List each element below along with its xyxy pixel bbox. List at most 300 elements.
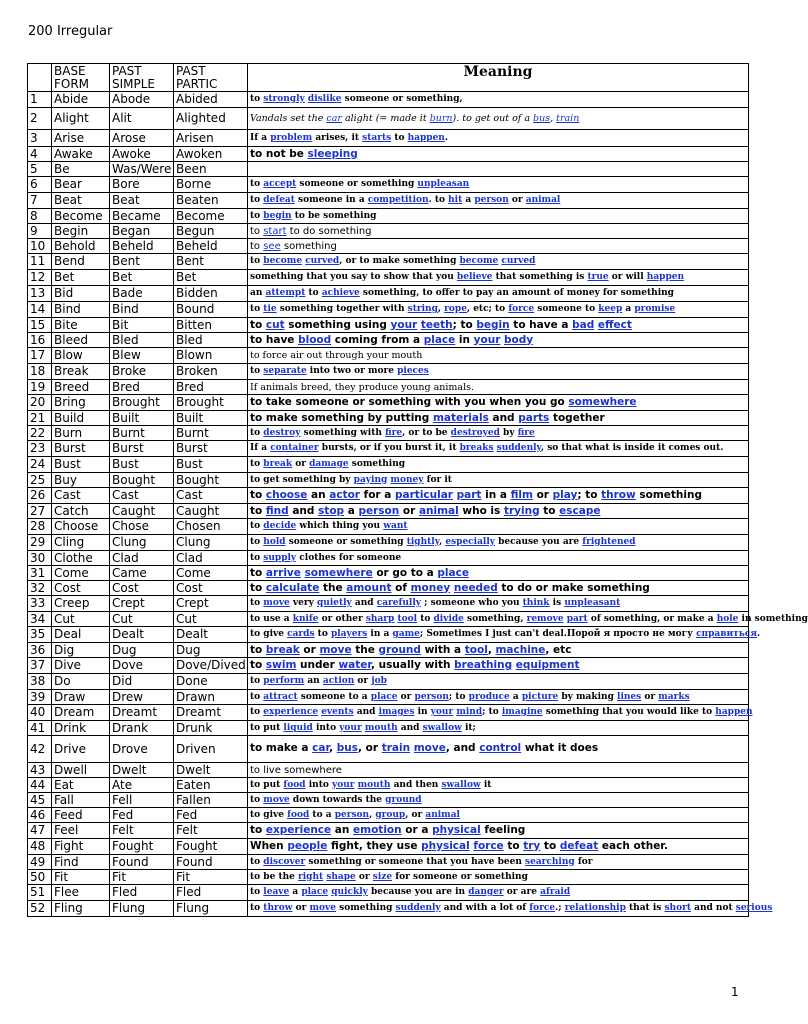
dictionary-link[interactable]: relationship	[564, 903, 626, 913]
dictionary-link[interactable]: supply	[263, 552, 297, 563]
past-simple: Burst	[110, 441, 174, 457]
past-simple: Was/Were	[110, 162, 174, 177]
dictionary-link[interactable]: throw	[601, 489, 636, 501]
table-row	[28, 674, 749, 690]
meaning-text: to	[250, 887, 264, 897]
dictionary-link[interactable]: become	[459, 256, 499, 266]
dictionary-link[interactable]: group	[375, 809, 406, 820]
meaning-text: or	[355, 871, 373, 882]
past-participle: Found	[174, 855, 248, 870]
dictionary-link[interactable]: string	[407, 304, 438, 314]
dictionary-link[interactable]: become	[263, 256, 303, 266]
meaning-cell	[248, 108, 749, 130]
past-participle: Fed	[174, 808, 248, 823]
dictionary-link[interactable]: your	[331, 779, 355, 790]
meaning-text: , so that what is inside it comes out.	[540, 443, 724, 453]
dictionary-link[interactable]: train	[381, 742, 411, 754]
dictionary-link[interactable]: person	[334, 809, 370, 820]
dictionary-link[interactable]: shape	[326, 871, 356, 882]
row-number: 42	[28, 736, 52, 763]
dictionary-link[interactable]: unpleasan	[417, 179, 470, 189]
dictionary-link[interactable]: break	[263, 459, 293, 469]
dictionary-link[interactable]: force	[473, 840, 504, 852]
base-form: Awake	[52, 147, 110, 162]
past-simple: Began	[110, 224, 174, 239]
dictionary-link[interactable]: burn	[429, 113, 453, 124]
dictionary-link[interactable]: parts	[518, 411, 550, 424]
dictionary-link[interactable]: bus	[336, 742, 358, 754]
dictionary-link[interactable]: teeth	[420, 318, 453, 331]
dictionary-link[interactable]: quickly	[331, 887, 368, 897]
table-row	[28, 870, 749, 885]
dictionary-link[interactable]: frightened	[582, 537, 636, 547]
dictionary-link[interactable]: problem	[270, 132, 313, 143]
dictionary-link[interactable]: mouth	[357, 779, 391, 790]
meaning-text: someone or something	[285, 537, 407, 547]
dictionary-link[interactable]: amount	[346, 581, 392, 594]
dictionary-link[interactable]: equipment	[515, 659, 580, 671]
dictionary-link[interactable]: unpleasant	[564, 598, 621, 608]
dictionary-link[interactable]: short	[664, 903, 691, 913]
dictionary-link[interactable]: effect	[597, 318, 632, 331]
dictionary-link[interactable]: size	[372, 871, 393, 882]
meaning-text: bursts, or if you burst it, it	[318, 443, 460, 453]
meaning-text: a	[289, 887, 302, 897]
meaning-cell	[248, 302, 749, 318]
meaning-text: it	[480, 779, 492, 790]
meaning-cell	[248, 535, 749, 551]
meaning-text: or	[292, 903, 310, 913]
dictionary-link[interactable]: choose	[265, 489, 308, 501]
table-row	[28, 411, 749, 426]
dictionary-link[interactable]: emotion	[353, 824, 402, 836]
dictionary-link[interactable]: damage	[309, 459, 349, 469]
row-number: 2	[28, 108, 52, 130]
dictionary-link[interactable]: right	[298, 871, 324, 882]
dictionary-link[interactable]: destroyed	[450, 427, 500, 438]
dictionary-link[interactable]: animal	[425, 809, 460, 820]
meaning-text: by making	[558, 691, 618, 702]
dictionary-link[interactable]: breaks	[459, 443, 494, 453]
table-row	[28, 839, 749, 855]
meaning-text: each other.	[598, 840, 668, 852]
dictionary-link[interactable]: stop	[318, 504, 345, 517]
past-participle: Drawn	[174, 690, 248, 705]
dictionary-link[interactable]: imagine	[501, 707, 543, 717]
meaning-text: something	[280, 240, 337, 252]
dictionary-link[interactable]: move	[309, 903, 336, 913]
dictionary-link[interactable]: break	[265, 643, 300, 656]
dictionary-link[interactable]: control	[479, 742, 522, 754]
dictionary-link[interactable]: breathing	[454, 659, 513, 671]
dictionary-link[interactable]: arrive	[265, 566, 301, 579]
table-row	[28, 426, 749, 441]
dictionary-link[interactable]: see	[263, 240, 281, 252]
dictionary-link[interactable]: strongly	[263, 94, 305, 104]
dictionary-link[interactable]: cards	[287, 629, 315, 639]
meaning-text: of something, or make a	[587, 613, 717, 624]
dictionary-link[interactable]: car	[326, 113, 342, 124]
dictionary-link[interactable]: accept	[263, 179, 297, 189]
dictionary-link[interactable]: suddenly	[395, 903, 441, 913]
past-participle: Bled	[174, 333, 248, 348]
meaning-cell	[248, 885, 749, 901]
dictionary-link[interactable]: blood	[298, 333, 332, 346]
meaning-cell	[248, 721, 749, 736]
meaning-text: , etc; to	[466, 304, 509, 314]
dictionary-link[interactable]: pieces	[397, 366, 429, 376]
meaning-text: to force air out through your mouth	[250, 350, 423, 361]
header-meaning: Meaning	[248, 64, 749, 92]
dictionary-link[interactable]: discover	[263, 856, 306, 867]
dictionary-link[interactable]: starts	[362, 132, 392, 143]
past-participle: Bitten	[174, 318, 248, 333]
row-number: 17	[28, 348, 52, 364]
dictionary-link[interactable]: images	[378, 707, 415, 717]
dictionary-link[interactable]: decide	[263, 521, 297, 531]
header-past-simple: PAST SIMPLE	[110, 64, 174, 92]
dictionary-link[interactable]: car	[312, 742, 330, 754]
meaning-text: the	[304, 113, 327, 124]
dictionary-link[interactable]: happen	[715, 707, 753, 717]
dictionary-link[interactable]: true	[587, 272, 609, 282]
meaning-text: to give	[250, 809, 288, 820]
past-participle: Dreamt	[174, 705, 248, 721]
meaning-cell	[248, 286, 749, 302]
dictionary-link[interactable]: move	[319, 643, 352, 656]
base-form: Fight	[52, 839, 110, 855]
dictionary-link[interactable]: bus	[533, 113, 551, 124]
past-participle: Crept	[174, 596, 248, 612]
dictionary-link[interactable]: think	[522, 598, 550, 608]
meaning-cell	[248, 130, 749, 147]
dictionary-link[interactable]: attempt	[265, 288, 306, 298]
dictionary-link[interactable]: food	[283, 779, 306, 790]
dictionary-link[interactable]: produce	[468, 691, 510, 702]
meaning-cell	[248, 473, 749, 488]
meaning-text: to	[250, 179, 264, 189]
dictionary-link[interactable]: money	[410, 581, 451, 594]
base-form: Alight	[52, 108, 110, 130]
dictionary-link[interactable]: move	[263, 794, 290, 805]
dictionary-link[interactable]: defeat	[559, 840, 599, 852]
row-number: 41	[28, 721, 52, 736]
meaning-text: into	[305, 779, 332, 790]
meaning-text: ; to	[482, 707, 502, 717]
base-form: Begin	[52, 224, 110, 239]
dictionary-link[interactable]: fire	[385, 427, 403, 438]
dictionary-link[interactable]: person	[358, 504, 400, 517]
meaning-cell	[248, 643, 749, 658]
dictionary-link[interactable]: marks	[658, 691, 690, 702]
meaning-cell	[248, 705, 753, 721]
dictionary-link[interactable]: paying	[353, 474, 388, 485]
dictionary-link[interactable]: competition	[367, 195, 429, 205]
meaning-text: ,	[439, 537, 446, 547]
meaning-text: to	[250, 521, 264, 531]
dictionary-link[interactable]: body	[504, 333, 534, 346]
table-row	[28, 488, 749, 504]
dictionary-link[interactable]: suddenly	[496, 443, 541, 453]
dictionary-link[interactable]: keep	[598, 304, 623, 314]
meaning-text: to	[539, 504, 560, 517]
dictionary-link[interactable]: try	[523, 840, 541, 852]
dictionary-link[interactable]: hold	[263, 537, 286, 547]
meaning-cell	[248, 901, 773, 917]
row-number: 38	[28, 674, 52, 690]
dictionary-link[interactable]: mouth	[364, 722, 398, 733]
meaning-text: to not be	[250, 147, 308, 160]
meaning-text: to be the	[250, 871, 299, 882]
dictionary-link[interactable]: people	[287, 840, 328, 852]
dictionary-link[interactable]: find	[265, 504, 289, 517]
meaning-text: is	[549, 598, 565, 608]
dictionary-link[interactable]: person	[474, 195, 509, 205]
dictionary-link[interactable]: separate	[263, 366, 307, 376]
dictionary-link[interactable]: especially	[445, 537, 495, 547]
past-participle: Bound	[174, 302, 248, 318]
dictionary-link[interactable]: ground	[378, 643, 421, 656]
dictionary-link[interactable]: actor	[329, 489, 360, 501]
table-row	[28, 519, 749, 535]
dictionary-link[interactable]: lines	[617, 691, 642, 702]
dictionary-link[interactable]: place	[423, 333, 456, 346]
dictionary-link[interactable]: place	[370, 691, 398, 702]
table-row	[28, 348, 749, 364]
dictionary-link[interactable]: divide	[433, 613, 464, 624]
dictionary-link[interactable]: person	[414, 691, 449, 702]
past-participle: Bred	[174, 380, 248, 395]
past-simple: Fed	[110, 808, 174, 823]
dictionary-link[interactable]: achieve	[321, 288, 360, 298]
meaning-text: of	[391, 581, 411, 594]
past-simple: Dug	[110, 643, 174, 658]
dictionary-link[interactable]: curved	[501, 256, 536, 266]
dictionary-link[interactable]: picture	[521, 691, 559, 702]
meaning-text: under	[296, 659, 339, 671]
table-row	[28, 596, 749, 612]
past-participle: Cost	[174, 581, 248, 596]
dictionary-link[interactable]: destroy	[263, 427, 301, 438]
dictionary-link[interactable]: animal	[525, 195, 561, 205]
dictionary-link[interactable]: knife	[292, 613, 319, 624]
table-row	[28, 885, 749, 901]
dictionary-link[interactable]: perform	[263, 676, 305, 686]
dictionary-link[interactable]: ground	[385, 794, 422, 805]
meaning-cell	[248, 839, 749, 855]
past-participle: Cut	[174, 612, 248, 627]
dictionary-link[interactable]: game	[392, 629, 420, 639]
dictionary-link[interactable]: start	[263, 225, 287, 237]
meaning-text: to	[250, 598, 264, 608]
dictionary-link[interactable]: needed	[453, 581, 498, 594]
dictionary-link[interactable]: part	[566, 613, 588, 624]
base-form: Bust	[52, 457, 110, 473]
table-row	[28, 108, 749, 130]
dictionary-link[interactable]: afraid	[540, 887, 571, 897]
dictionary-link[interactable]: remove	[526, 613, 564, 624]
dictionary-link[interactable]: cut	[265, 318, 285, 331]
base-form: Fit	[52, 870, 110, 885]
meaning-text: who is	[458, 504, 504, 517]
dictionary-link[interactable]: rope	[444, 304, 467, 314]
dictionary-link[interactable]: your	[430, 707, 454, 717]
dictionary-link[interactable]: calculate	[265, 581, 320, 594]
dictionary-link[interactable]: physical	[421, 840, 470, 852]
dictionary-link[interactable]: quietly	[316, 598, 352, 608]
dictionary-link[interactable]: part	[456, 489, 482, 501]
dictionary-link[interactable]: players	[330, 629, 368, 639]
meaning-cell	[248, 504, 749, 519]
row-number: 30	[28, 551, 52, 566]
base-form: Bend	[52, 254, 110, 270]
meaning-cell	[248, 333, 749, 348]
table-row	[28, 736, 749, 763]
dictionary-link[interactable]: believe	[456, 272, 493, 282]
dictionary-link[interactable]: train	[556, 113, 580, 124]
dictionary-link[interactable]: machine	[495, 643, 546, 656]
meaning-cell	[248, 193, 749, 209]
dictionary-link[interactable]: tie	[263, 304, 277, 314]
meaning-text: something	[336, 903, 396, 913]
row-number: 10	[28, 239, 52, 254]
dictionary-link[interactable]: happen	[407, 132, 445, 143]
past-participle: Blown	[174, 348, 248, 364]
dictionary-link[interactable]: your	[390, 318, 418, 331]
dictionary-link[interactable]: your	[339, 722, 362, 733]
meaning-text: to	[250, 676, 264, 686]
dictionary-link[interactable]: move	[413, 742, 446, 754]
dictionary-link[interactable]: somewhere	[304, 566, 373, 579]
dictionary-link[interactable]: curved	[305, 256, 340, 266]
dictionary-link[interactable]: dislike	[307, 94, 342, 104]
dictionary-link[interactable]: somewhere	[568, 396, 637, 408]
dictionary-link[interactable]: move	[263, 598, 290, 608]
dictionary-link[interactable]: container	[270, 443, 319, 453]
dictionary-link[interactable]: tightly	[406, 537, 440, 547]
past-participle: Fallen	[174, 793, 248, 808]
dictionary-link[interactable]: materials	[432, 411, 489, 424]
meaning-text: to	[250, 94, 264, 104]
dictionary-link[interactable]: begin	[476, 318, 510, 331]
row-number: 9	[28, 224, 52, 239]
dictionary-link[interactable]: animal	[418, 504, 459, 517]
dictionary-link[interactable]: справиться	[696, 629, 757, 639]
dictionary-link[interactable]: happen	[646, 272, 685, 282]
meaning-cell	[248, 778, 749, 793]
dictionary-link[interactable]: hole	[716, 613, 739, 624]
meaning-text: to	[250, 240, 264, 252]
dictionary-link[interactable]: fire	[517, 427, 535, 438]
meaning-cell	[248, 566, 749, 581]
base-form: Cast	[52, 488, 110, 504]
meaning-text: and then	[390, 779, 442, 790]
dictionary-link[interactable]: want	[383, 521, 408, 531]
dictionary-link[interactable]: experience	[265, 824, 332, 836]
meaning-text: or are	[503, 887, 541, 897]
dictionary-link[interactable]: place	[437, 566, 469, 579]
dictionary-link[interactable]: job	[371, 676, 387, 686]
dictionary-link[interactable]: mind	[456, 707, 483, 717]
row-number: 22	[28, 426, 52, 441]
meaning-text: a	[462, 195, 475, 205]
dictionary-link[interactable]: escape	[559, 504, 601, 517]
dictionary-link[interactable]: trying	[503, 504, 540, 517]
base-form: Cling	[52, 535, 110, 551]
base-form: Dwell	[52, 763, 110, 778]
dictionary-link[interactable]: sleeping	[307, 147, 358, 160]
meaning-text: If animals breed, they produce young animals.	[250, 381, 475, 393]
dictionary-link[interactable]: physical	[432, 824, 481, 836]
dictionary-link[interactable]: liquid	[283, 722, 313, 733]
dictionary-link[interactable]: force	[508, 304, 535, 314]
dictionary-link[interactable]: food	[287, 809, 310, 820]
dictionary-link[interactable]: experience	[263, 707, 319, 717]
dictionary-link[interactable]: defeat	[263, 195, 295, 205]
dictionary-link[interactable]: attract	[263, 691, 298, 702]
dictionary-link[interactable]: sharp	[365, 613, 395, 624]
dictionary-link[interactable]: throw	[263, 903, 293, 913]
dictionary-link[interactable]: action	[322, 676, 355, 686]
meaning-text: to	[250, 504, 266, 517]
row-number: 25	[28, 473, 52, 488]
table-header-row	[28, 64, 749, 92]
dictionary-link[interactable]: bad	[572, 318, 595, 331]
dictionary-link[interactable]: begin	[263, 210, 292, 221]
meaning-text: to	[250, 537, 264, 547]
row-number: 31	[28, 566, 52, 581]
dictionary-link[interactable]: play	[552, 489, 578, 501]
base-form: Fall	[52, 793, 110, 808]
base-form: Draw	[52, 690, 110, 705]
dictionary-link[interactable]: force	[529, 903, 556, 913]
row-number: 51	[28, 885, 52, 901]
meaning-cell	[248, 690, 749, 705]
dictionary-link[interactable]: swallow	[422, 722, 462, 733]
dictionary-link[interactable]: swim	[265, 659, 297, 671]
past-simple: Built	[110, 411, 174, 426]
table-row	[28, 147, 749, 162]
base-form: Dig	[52, 643, 110, 658]
dictionary-link[interactable]: tool	[464, 643, 488, 656]
dictionary-link[interactable]: water	[338, 659, 372, 671]
meaning-text: something, to offer to pay an amount of money for something	[359, 288, 674, 298]
dictionary-link[interactable]: events	[321, 707, 354, 717]
dictionary-link[interactable]: hit	[448, 195, 463, 205]
meaning-text: to make a	[250, 742, 313, 754]
meaning-cell	[248, 736, 749, 763]
dictionary-link[interactable]: money	[390, 474, 424, 485]
dictionary-link[interactable]: your	[473, 333, 501, 346]
past-participle: Broken	[174, 364, 248, 380]
dictionary-link[interactable]: film	[510, 489, 533, 501]
dictionary-link[interactable]: danger	[468, 887, 504, 897]
dictionary-link[interactable]: place	[301, 887, 329, 897]
dictionary-link[interactable]: carefully	[376, 598, 421, 608]
past-participle: Beaten	[174, 193, 248, 209]
dictionary-link[interactable]: serious	[735, 903, 773, 913]
dictionary-link[interactable]: searching	[525, 856, 575, 867]
meaning-text: , or to make something	[339, 256, 460, 266]
dictionary-link[interactable]: particular	[395, 489, 453, 501]
dictionary-link[interactable]: swallow	[441, 779, 481, 790]
dictionary-link[interactable]: tool	[397, 613, 418, 624]
meaning-cell	[248, 763, 749, 778]
base-form: Creep	[52, 596, 110, 612]
dictionary-link[interactable]: leave	[263, 887, 290, 897]
dictionary-link[interactable]: promise	[634, 304, 676, 314]
past-simple: Fit	[110, 870, 174, 885]
